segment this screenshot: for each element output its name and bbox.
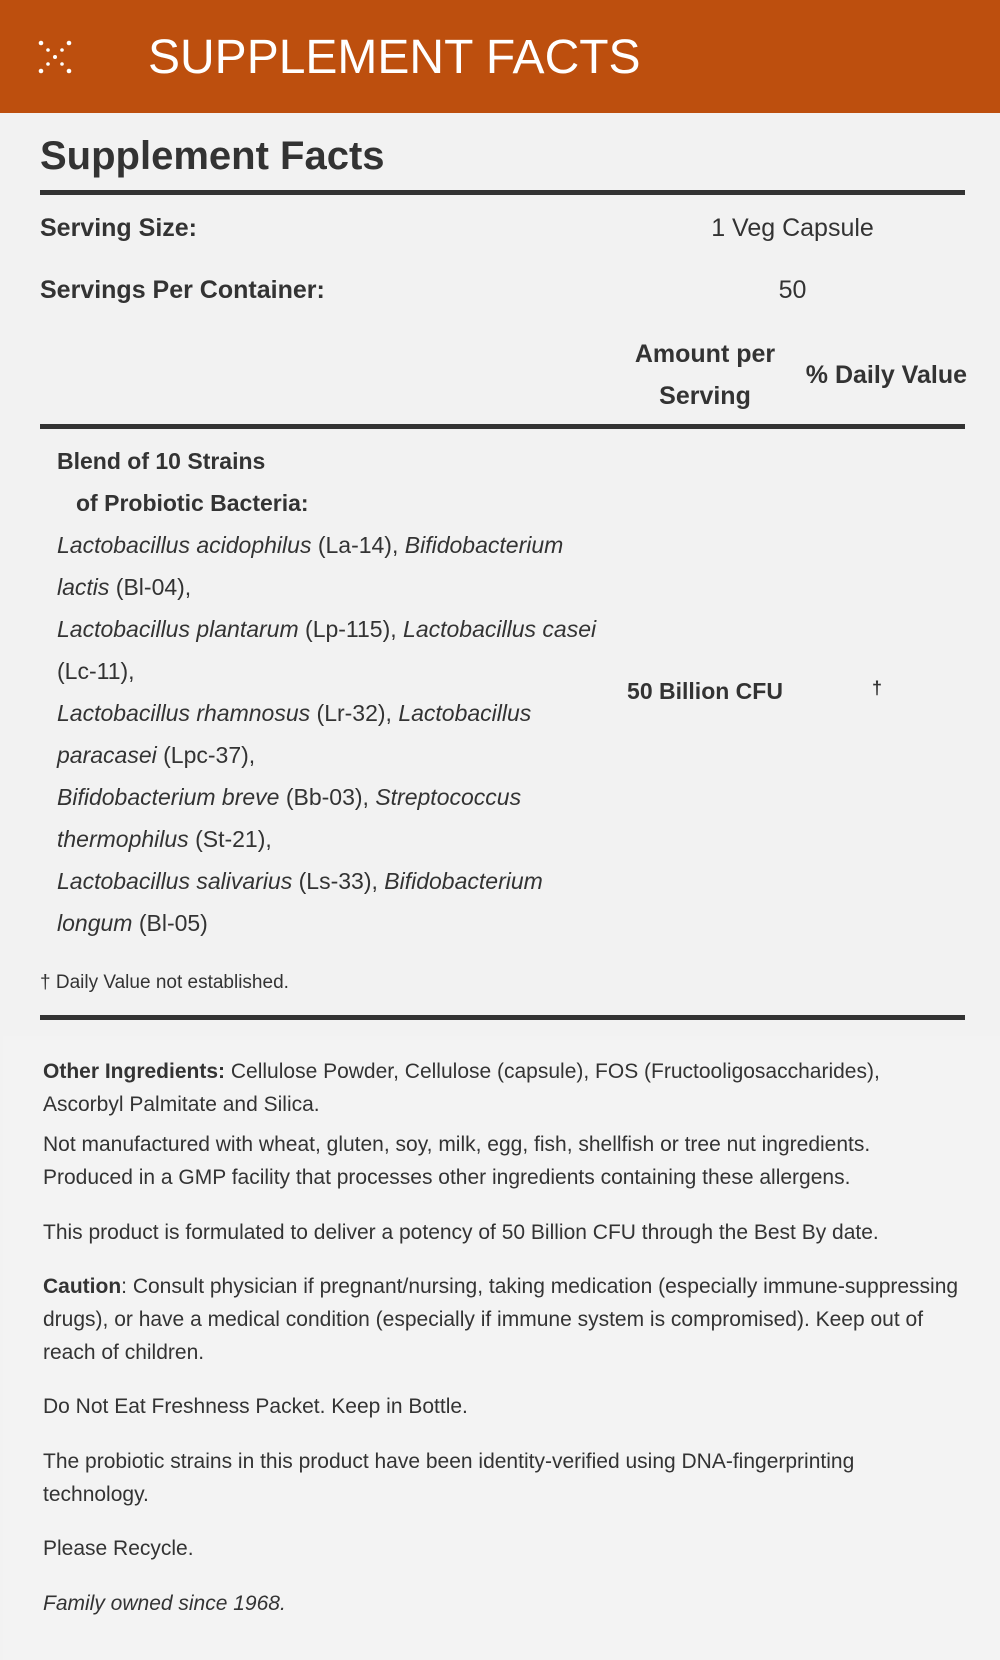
strain-code: (Bl-05): [132, 910, 208, 936]
blend-title: Blend of 10 Strains: [57, 448, 266, 474]
sparkle-cross-icon: [38, 40, 72, 74]
strain-name: Lactobacillus rhamnosus: [57, 700, 311, 726]
strain-code: (Ls-33),: [292, 868, 385, 894]
strain-name: Bifidobacterium lactis: [57, 532, 564, 600]
strain-code: (Lp-115),: [298, 616, 404, 642]
strain-code: (Lpc-37),: [156, 742, 256, 768]
strain-item: [57, 616, 403, 642]
caution-text: : Consult physician if pregnant/nursing, taking medication (especially immune-suppressing drugs), or have a medical condition (especially if immune system is compromised). Keep out of reach of children.: [43, 1275, 959, 1364]
strain-item: [57, 700, 398, 726]
other-ingredients: [43, 1055, 963, 1121]
daily-value-header: % Daily Value: [805, 361, 967, 389]
strain-code: (La-14),: [311, 532, 405, 558]
strain-name: Streptococcus thermophilus: [57, 784, 522, 852]
strain-name: Lactobacillus paracasei: [57, 700, 532, 768]
panel-title: Supplement Facts: [40, 134, 385, 178]
amount-header-line1: Amount per: [634, 340, 776, 368]
divider: [40, 1015, 965, 1020]
dna-statement: The probiotic strains in this product have been identity-verified using DNA-fingerprinting technology.: [43, 1450, 855, 1506]
strain-item: [57, 532, 405, 558]
strain-code: (St-21),: [188, 826, 272, 852]
potency-statement: This product is formulated to deliver a potency of 50 Billion CFU through the Best By date.: [43, 1221, 879, 1244]
strain-code: (Bb-03),: [279, 784, 376, 810]
header-title: SUPPLEMENT FACTS: [148, 31, 641, 84]
strain-item: [57, 868, 384, 894]
family-owned-note: Family owned since 1968.: [43, 1592, 286, 1615]
strain-item: [57, 784, 375, 810]
servings-per-container-value: 50: [778, 276, 807, 304]
strain-name: Lactobacillus salivarius: [57, 868, 293, 894]
caution-statement: [43, 1270, 963, 1369]
strain-list: [57, 524, 617, 944]
header-bar: [0, 0, 1000, 113]
daily-value-mark: †: [872, 678, 883, 698]
footnote: † Daily Value not established.: [40, 972, 289, 993]
caution-label: Caution: [43, 1275, 122, 1298]
other-ingredients-text: Cellulose Powder, Cellulose (capsule), FOS (Fructooligosaccharides), Ascorbyl Palmitate and Silica.: [43, 1060, 880, 1116]
serving-size-value: 1 Veg Capsule: [711, 214, 874, 242]
recycle-note: Please Recycle.: [43, 1537, 194, 1560]
blend-subtitle: of Probiotic Bacteria:: [76, 490, 309, 516]
amount-per-serving-header: [620, 333, 790, 417]
strain-name: Lactobacillus acidophilus: [57, 532, 312, 558]
amount-header-line2: Serving: [659, 382, 751, 410]
serving-size-label: Serving Size:: [40, 214, 197, 242]
strain-code: (Bl-04),: [109, 574, 192, 600]
servings-per-container-label: Servings Per Container:: [40, 276, 325, 304]
strain-name: Lactobacillus casei: [403, 616, 597, 642]
strain-code: (Lc-11),: [57, 658, 135, 684]
freshness-packet-note: Do Not Eat Freshness Packet. Keep in Bottle.: [43, 1395, 468, 1418]
strain-code: (Lr-32),: [310, 700, 399, 726]
divider: [40, 190, 965, 195]
blend-amount: 50 Billion CFU: [627, 678, 783, 704]
allergen-statement: Not manufactured with wheat, gluten, soy, milk, egg, fish, shellfish or tree nut ingredients. Produced in a GMP facility that processes other ingredients containing these allergens.: [43, 1133, 871, 1189]
strain-name: Lactobacillus plantarum: [57, 616, 299, 642]
strain-name: Bifidobacterium longum: [57, 868, 543, 936]
other-ingredients-label: Other Ingredients:: [43, 1060, 226, 1083]
strain-name: Bifidobacterium breve: [57, 784, 280, 810]
divider: [40, 424, 965, 429]
probiotic-blend: [57, 440, 617, 944]
